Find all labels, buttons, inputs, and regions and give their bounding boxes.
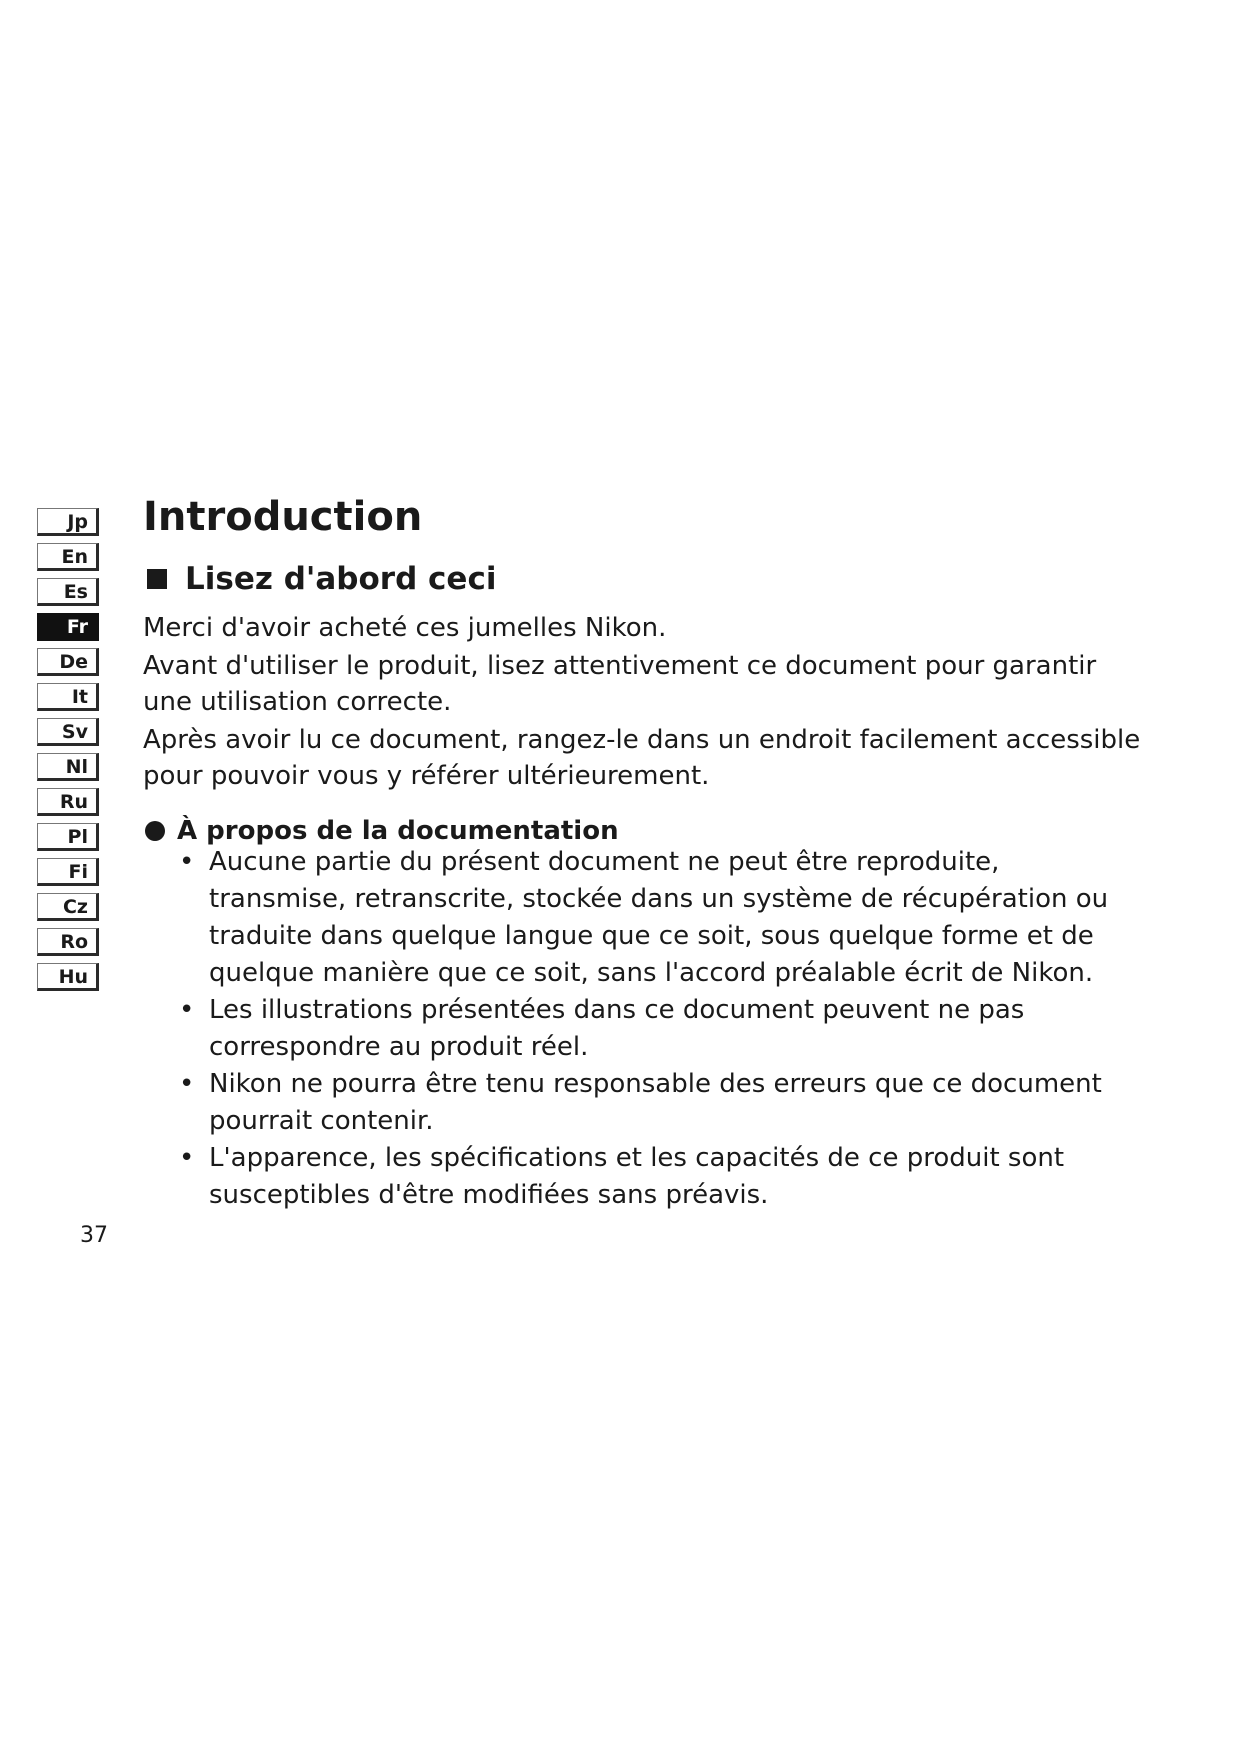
subsection-heading xyxy=(143,814,619,848)
list-item xyxy=(179,1066,1139,1140)
dot-icon xyxy=(145,821,165,841)
intro-paragraphs xyxy=(143,610,1143,796)
list-item xyxy=(179,992,1139,1066)
list-item-text: Aucune partie du présent document ne peut être reproduite, transmise, retranscrite, stockée dans un système de récupération ou traduite dans quelque langue que ce soit, sous quelque forme et de quelque manière que ce soit, sans l'accord préalable écrit de Nikon. xyxy=(209,847,1109,988)
lang-tab-fr[interactable]: Fr xyxy=(37,613,99,641)
list-item xyxy=(179,844,1139,992)
lang-tab-nl[interactable]: Nl xyxy=(37,753,99,781)
intro-paragraph: Merci d'avoir acheté ces jumelles Nikon. xyxy=(143,613,667,643)
list-item-text: Les illustrations présentées dans ce document peuvent ne pas correspondre au produit réel. xyxy=(209,995,1025,1062)
lang-tab-it[interactable]: It xyxy=(37,683,99,711)
list-item xyxy=(179,1140,1139,1214)
bullet-icon: • xyxy=(179,1069,195,1099)
lang-tab-de[interactable]: De xyxy=(37,648,99,676)
intro-paragraph: Après avoir lu ce document, rangez-le dans un endroit facilement accessible pour pouvoir vous y référer ultérieurement. xyxy=(143,725,1141,791)
lang-tab-fi[interactable]: Fi xyxy=(37,858,99,886)
bullet-icon: • xyxy=(179,995,195,1025)
lang-tab-es[interactable]: Es xyxy=(37,578,99,606)
lang-tab-ru[interactable]: Ru xyxy=(37,788,99,816)
list-item-text: L'apparence, les spécifications et les capacités de ce produit sont susceptibles d'être modifiées sans préavis. xyxy=(209,1143,1065,1210)
documentation-bullet-list xyxy=(179,844,1139,1214)
section-heading xyxy=(143,558,496,600)
lang-tab-pl[interactable]: Pl xyxy=(37,823,99,851)
page-title: Introduction xyxy=(143,494,423,540)
intro-paragraph: Avant d'utiliser le produit, lisez attentivement ce document pour garantir une utilisation correcte. xyxy=(143,651,1097,717)
lang-tab-jp[interactable]: Jp xyxy=(37,508,99,536)
lang-tab-en[interactable]: En xyxy=(37,543,99,571)
lang-tab-ro[interactable]: Ro xyxy=(37,928,99,956)
lang-tab-cz[interactable]: Cz xyxy=(37,893,99,921)
list-item-text: Nikon ne pourra être tenu responsable des erreurs que ce document pourrait contenir. xyxy=(209,1069,1102,1136)
subsection-heading-text: À propos de la documentation xyxy=(177,816,619,846)
lang-tab-sv[interactable]: Sv xyxy=(37,718,99,746)
bullet-icon: • xyxy=(179,847,195,877)
square-icon xyxy=(147,569,167,589)
bullet-icon: • xyxy=(179,1143,195,1173)
section-heading-text: Lisez d'abord ceci xyxy=(185,561,497,597)
page-number: 37 xyxy=(80,1223,108,1248)
lang-tab-hu[interactable]: Hu xyxy=(37,963,99,991)
